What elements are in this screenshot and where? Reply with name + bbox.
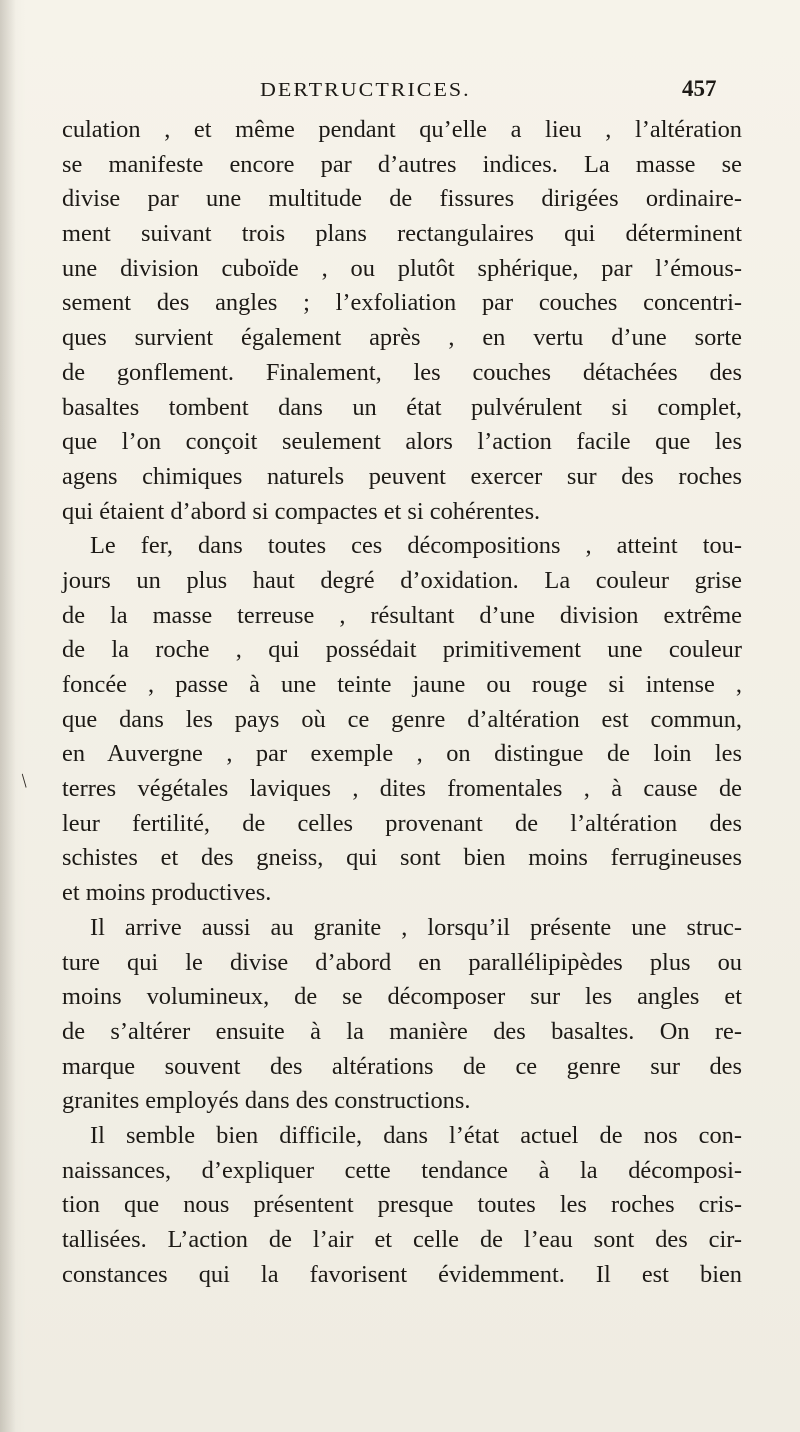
text-line: moins volumineux, de se décomposer sur les angles et [62, 983, 742, 1011]
text-line: se manifeste encore par d’autres indices. La masse se [62, 150, 742, 178]
text-line: sement des angles ; l’exfoliation par couches concentri- [62, 289, 742, 317]
text-line: constances qui la favorisent évidemment. Il est bien [62, 1260, 742, 1288]
text-line: Le fer, dans toutes ces décompositions , atteint tou- [90, 532, 742, 560]
text-line: schistes et des gneiss, qui sont bien moins ferrugineuses [62, 844, 742, 872]
text-line: une division cuboïde , ou plutôt sphérique, par l’émous- [62, 254, 742, 282]
text-line: tallisées. L’action de l’air et celle de l’eau sont des cir- [62, 1226, 742, 1253]
text-line: tion que nous présentent presque toutes les roches cris- [62, 1191, 742, 1219]
text-line: ment suivant trois plans rectangulaires qui déterminent [62, 220, 742, 248]
page-number: 457 [682, 76, 717, 101]
text-line: terres végétales laviques , dites fromentales , à cause de [62, 775, 742, 803]
text-line: Il arrive aussi au granite , lorsqu’il présente une struc- [90, 913, 742, 941]
text-line: divise par une multitude de fissures dirigées ordinaire- [62, 185, 742, 213]
text-line: culation , et même pendant qu’elle a lieu , l’altération [62, 116, 742, 143]
page-body-text [62, 113, 742, 1292]
text-line: agens chimiques naturels peuvent exercer sur des roches [62, 462, 742, 490]
page-gutter-shadow [0, 0, 16, 1432]
text-line: que dans les pays où ce genre d’altération est commun, [62, 705, 742, 733]
text-line: foncée , passe à une teinte jaune ou rouge si intense , [62, 671, 742, 698]
text-line: et moins productives. [62, 879, 272, 907]
text-line: naissances, d’expliquer cette tendance à la décomposi- [62, 1156, 742, 1184]
text-line: de la roche , qui possédait primitivement une couleur [62, 636, 742, 664]
running-title: DERTRUCTRICES. [260, 78, 471, 101]
text-line: granites employés dans des constructions. [62, 1087, 471, 1115]
text-line: de la masse terreuse , résultant d’une division extrême [62, 601, 742, 629]
text-line: leur fertilité, de celles provenant de l’altération des [62, 809, 742, 837]
text-line: jours un plus haut degré d’oxidation. La couleur grise [62, 566, 742, 594]
text-line: que l’on conçoit seulement alors l’action facile que les [62, 428, 742, 456]
text-line: marque souvent des altérations de ce genre sur des [62, 1052, 742, 1080]
text-line: ques survient également après , en vertu d’une sorte [62, 324, 742, 352]
margin-mark: / [15, 770, 34, 792]
text-line: Il semble bien difficile, dans l’état actuel de nos con- [90, 1121, 742, 1149]
text-line: de gonflement. Finalement, les couches détachées des [62, 358, 742, 386]
text-line: de s’altérer ensuite à la manière des basaltes. On re- [62, 1017, 742, 1045]
text-line: basaltes tombent dans un état pulvérulent si complet, [62, 393, 742, 421]
text-line: en Auvergne , par exemple , on distingue de loin les [62, 740, 742, 768]
text-line: qui étaient d’abord si compactes et si cohérentes. [62, 497, 541, 525]
text-line: ture qui le divise d’abord en parallélipipèdes plus ou [62, 948, 742, 976]
